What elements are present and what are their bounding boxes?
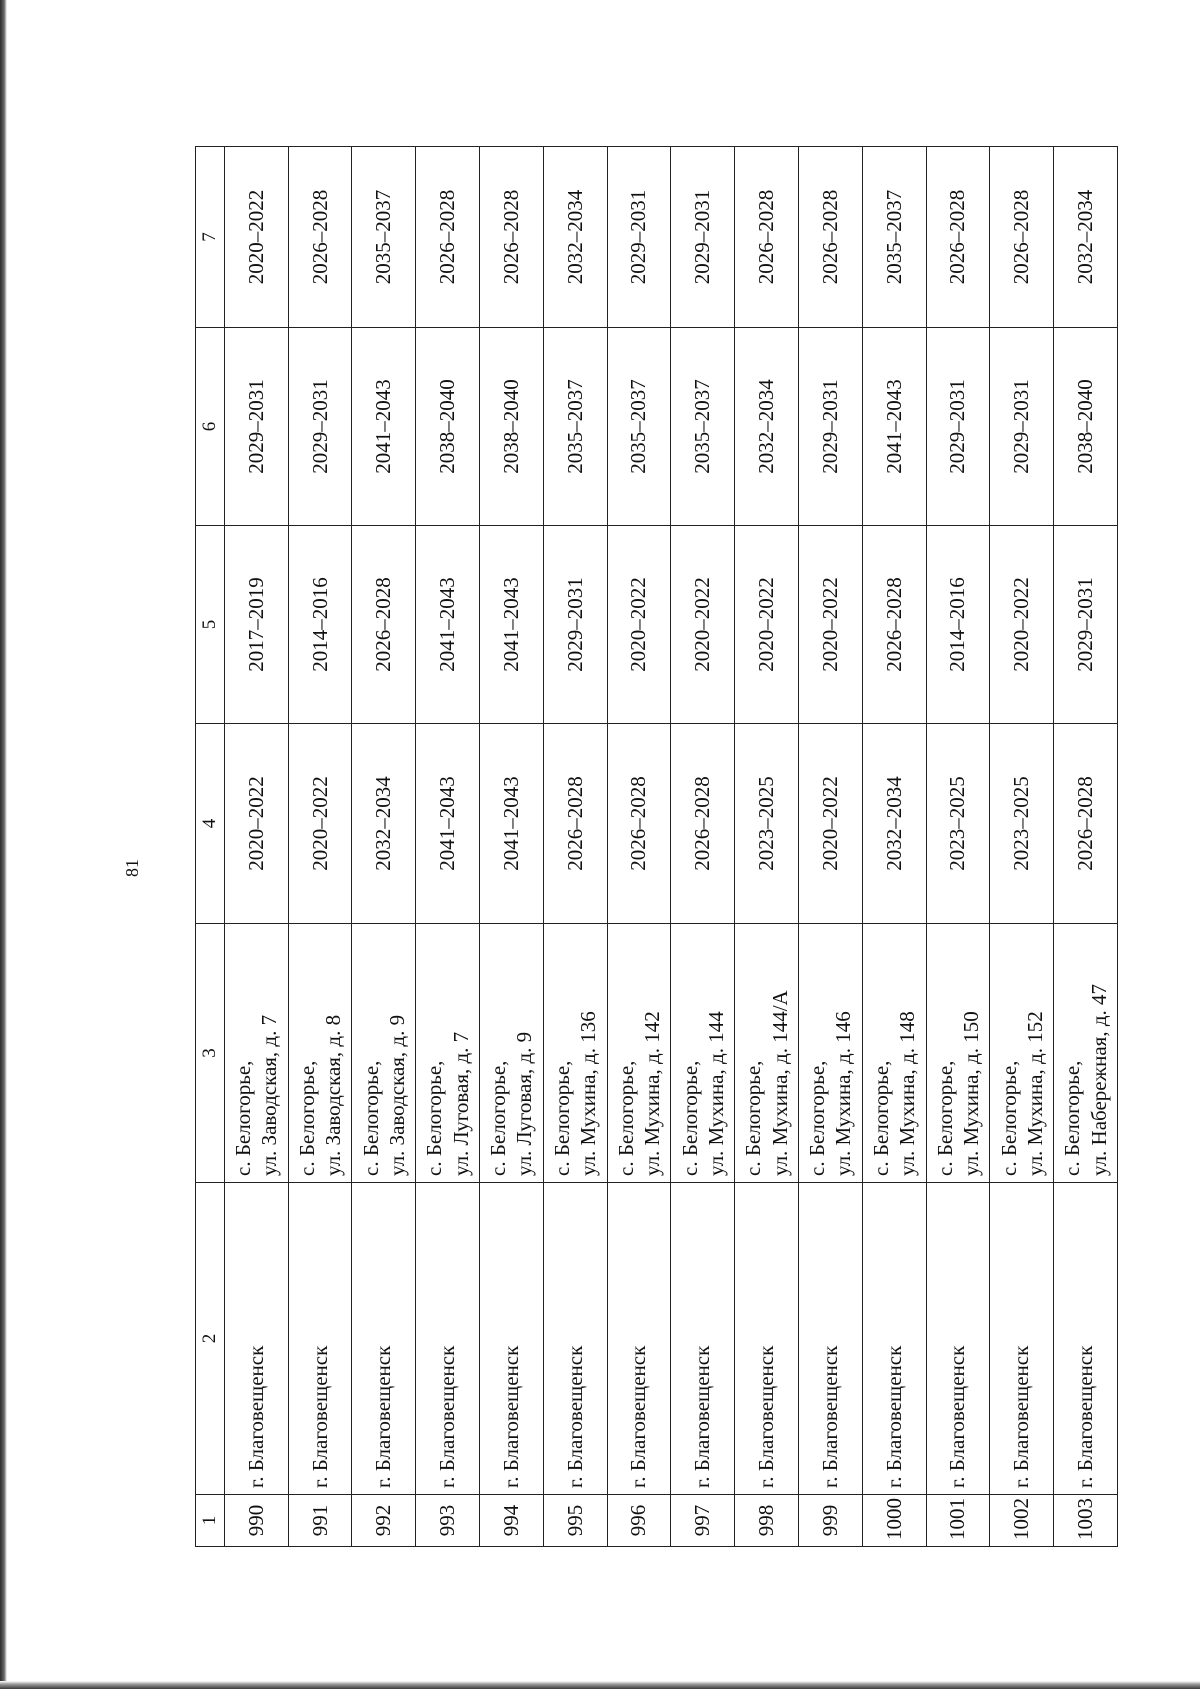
period-cell-col5: 2020–2022	[990, 526, 1054, 724]
page-number: 81	[121, 859, 142, 877]
period-cell-col4: 2041–2043	[416, 724, 480, 924]
address-street: ул. Мухина, д. 144/А	[767, 990, 792, 1176]
period-cell-col4: 2020–2022	[288, 724, 352, 924]
row-number-cell: 997	[671, 1495, 735, 1547]
table-row	[224, 147, 288, 1547]
row-number-cell: 999	[798, 1495, 862, 1547]
address-street: ул. Набережная, д. 47	[1086, 983, 1111, 1176]
row-number-cell: 1001	[926, 1495, 990, 1547]
address-street: ул. Мухина, д. 144	[703, 1011, 728, 1176]
city-cell: г. Благовещенск	[543, 1183, 607, 1495]
period-cell-col4: 2026–2028	[1054, 724, 1118, 924]
scan-edge-bottom	[0, 1681, 1200, 1689]
period-cell-col4: 2023–2025	[735, 724, 799, 924]
header-cell-5: 5	[196, 526, 225, 724]
table-header-row	[196, 147, 225, 1547]
address-street: ул. Заводская, д. 7	[257, 1014, 282, 1176]
period-cell-col4: 2026–2028	[607, 724, 671, 924]
period-cell-col5: 2026–2028	[352, 526, 416, 724]
period-cell-col6: 2029–2031	[990, 328, 1054, 526]
table-row	[926, 147, 990, 1547]
table-row	[543, 147, 607, 1547]
address-cell	[926, 924, 990, 1183]
address-settlement: с. Белогорье,	[996, 1060, 1021, 1176]
period-cell-col5: 2014–2016	[926, 526, 990, 724]
address-settlement: с. Белогорье,	[486, 1060, 511, 1176]
period-cell-col4: 2041–2043	[480, 724, 544, 924]
city-cell: г. Благовещенск	[862, 1183, 926, 1495]
header-cell-4: 4	[196, 724, 225, 924]
address-cell	[416, 924, 480, 1183]
address-settlement: с. Белогорье,	[230, 1060, 255, 1176]
address-cell	[862, 924, 926, 1183]
address-settlement: с. Белогорье,	[932, 1060, 957, 1176]
table-row	[862, 147, 926, 1547]
period-cell-col6: 2038–2040	[416, 328, 480, 526]
period-cell-col6: 2038–2040	[480, 328, 544, 526]
table-body	[196, 147, 1118, 1547]
period-cell-col7: 2026–2028	[416, 147, 480, 328]
period-cell-col5: 2041–2043	[416, 526, 480, 724]
address-cell	[671, 924, 735, 1183]
period-cell-col4: 2032–2034	[862, 724, 926, 924]
city-cell: г. Благовещенск	[798, 1183, 862, 1495]
city-cell: г. Благовещенск	[735, 1183, 799, 1495]
address-settlement: с. Белогорье,	[613, 1060, 638, 1176]
period-cell-col6: 2029–2031	[224, 328, 288, 526]
row-number-cell: 995	[543, 1495, 607, 1547]
period-cell-col6: 2035–2037	[671, 328, 735, 526]
period-cell-col7: 2029–2031	[671, 147, 735, 328]
address-street: ул. Мухина, д. 152	[1022, 1011, 1047, 1176]
period-cell-col4: 2032–2034	[352, 724, 416, 924]
period-cell-col7: 2026–2028	[990, 147, 1054, 328]
header-cell-7: 7	[196, 147, 225, 328]
period-cell-col5: 2017–2019	[224, 526, 288, 724]
registry-table-container	[195, 147, 1118, 1547]
row-number-cell: 1000	[862, 1495, 926, 1547]
address-settlement: с. Белогорье,	[741, 1060, 766, 1176]
row-number-cell: 998	[735, 1495, 799, 1547]
period-cell-col5: 2029–2031	[543, 526, 607, 724]
table-row	[1054, 147, 1118, 1547]
address-street: ул. Заводская, д. 8	[321, 1014, 345, 1176]
address-cell	[990, 924, 1054, 1183]
period-cell-col6: 2032–2034	[735, 328, 799, 526]
address-cell	[1054, 924, 1118, 1183]
address-street: ул. Мухина, д. 148	[895, 1011, 920, 1176]
period-cell-col7: 2026–2028	[288, 147, 352, 328]
address-street: ул. Мухина, д. 142	[639, 1011, 664, 1176]
period-cell-col5: 2014–2016	[288, 526, 352, 724]
address-settlement: с. Белогорье,	[1060, 1060, 1085, 1176]
header-cell-3: 3	[196, 924, 225, 1183]
period-cell-col4: 2026–2028	[543, 724, 607, 924]
address-settlement: с. Белогорье,	[549, 1060, 574, 1176]
table-row	[607, 147, 671, 1547]
period-cell-col5: 2020–2022	[798, 526, 862, 724]
period-cell-col6: 2038–2040	[1054, 328, 1118, 526]
period-cell-col6: 2029–2031	[798, 328, 862, 526]
row-number-cell: 990	[224, 1495, 288, 1547]
address-settlement: с. Белогорье,	[805, 1060, 830, 1176]
address-cell	[224, 924, 288, 1183]
period-cell-col5: 2020–2022	[735, 526, 799, 724]
period-cell-col6: 2029–2031	[288, 328, 352, 526]
address-street: ул. Луговая, д. 7	[448, 1031, 473, 1176]
address-settlement: с. Белогорье,	[358, 1060, 383, 1176]
address-street: ул. Заводская, д. 9	[384, 1014, 409, 1176]
header-cell-1: 1	[196, 1495, 225, 1547]
period-cell-col6: 2041–2043	[352, 328, 416, 526]
table-row	[480, 147, 544, 1547]
row-number-cell: 996	[607, 1495, 671, 1547]
row-number-cell: 1002	[990, 1495, 1054, 1547]
row-number-cell: 993	[416, 1495, 480, 1547]
period-cell-col4: 2023–2025	[990, 724, 1054, 924]
period-cell-col6: 2029–2031	[926, 328, 990, 526]
city-cell: г. Благовещенск	[416, 1183, 480, 1495]
period-cell-col5: 2020–2022	[607, 526, 671, 724]
period-cell-col5: 2020–2022	[671, 526, 735, 724]
period-cell-col5: 2041–2043	[480, 526, 544, 724]
row-number-cell: 991	[288, 1495, 352, 1547]
address-cell	[543, 924, 607, 1183]
period-cell-col7: 2026–2028	[480, 147, 544, 328]
scan-edge-left	[0, 0, 7, 1689]
city-cell: г. Благовещенск	[671, 1183, 735, 1495]
address-cell	[607, 924, 671, 1183]
address-settlement: с. Белогорье,	[294, 1060, 319, 1176]
city-cell: г. Благовещенск	[352, 1183, 416, 1495]
address-cell	[798, 924, 862, 1183]
address-cell	[352, 924, 416, 1183]
period-cell-col6: 2041–2043	[862, 328, 926, 526]
table-row	[416, 147, 480, 1547]
registry-table	[195, 146, 1118, 1547]
address-street: ул. Луговая, д. 9	[512, 1031, 537, 1176]
table-row	[288, 147, 352, 1547]
row-number-cell: 994	[480, 1495, 544, 1547]
table-row	[735, 147, 799, 1547]
period-cell-col7: 2035–2037	[862, 147, 926, 328]
period-cell-col7: 2029–2031	[607, 147, 671, 328]
city-cell: г. Благовещенск	[288, 1183, 352, 1495]
table-row	[352, 147, 416, 1547]
address-cell	[288, 924, 352, 1183]
address-settlement: с. Белогорье,	[677, 1060, 702, 1176]
address-street: ул. Мухина, д. 150	[958, 1011, 983, 1176]
period-cell-col7: 2032–2034	[1054, 147, 1118, 328]
row-number-cell: 992	[352, 1495, 416, 1547]
address-settlement: с. Белогорье,	[868, 1060, 893, 1176]
period-cell-col5: 2026–2028	[862, 526, 926, 724]
address-settlement: с. Белогорье,	[422, 1060, 447, 1176]
period-cell-col7: 2035–2037	[352, 147, 416, 328]
address-street: ул. Мухина, д. 146	[831, 1011, 856, 1176]
period-cell-col4: 2023–2025	[926, 724, 990, 924]
city-cell: г. Благовещенск	[224, 1183, 288, 1495]
table-row	[671, 147, 735, 1547]
period-cell-col4: 2020–2022	[798, 724, 862, 924]
period-cell-col4: 2020–2022	[224, 724, 288, 924]
period-cell-col7: 2020–2022	[224, 147, 288, 328]
table-row	[798, 147, 862, 1547]
address-cell	[735, 924, 799, 1183]
period-cell-col6: 2035–2037	[543, 328, 607, 526]
city-cell: г. Благовещенск	[607, 1183, 671, 1495]
period-cell-col7: 2026–2028	[798, 147, 862, 328]
header-cell-6: 6	[196, 328, 225, 526]
address-cell	[480, 924, 544, 1183]
city-cell: г. Благовещенск	[990, 1183, 1054, 1495]
header-cell-2: 2	[196, 1183, 225, 1495]
period-cell-col4: 2026–2028	[671, 724, 735, 924]
period-cell-col6: 2035–2037	[607, 328, 671, 526]
period-cell-col7: 2032–2034	[543, 147, 607, 328]
period-cell-col5: 2029–2031	[1054, 526, 1118, 724]
address-street: ул. Мухина, д. 136	[576, 1011, 601, 1176]
period-cell-col7: 2026–2028	[735, 147, 799, 328]
city-cell: г. Благовещенск	[926, 1183, 990, 1495]
table-row	[990, 147, 1054, 1547]
period-cell-col7: 2026–2028	[926, 147, 990, 328]
city-cell: г. Благовещенск	[1054, 1183, 1118, 1495]
city-cell: г. Благовещенск	[480, 1183, 544, 1495]
row-number-cell: 1003	[1054, 1495, 1118, 1547]
